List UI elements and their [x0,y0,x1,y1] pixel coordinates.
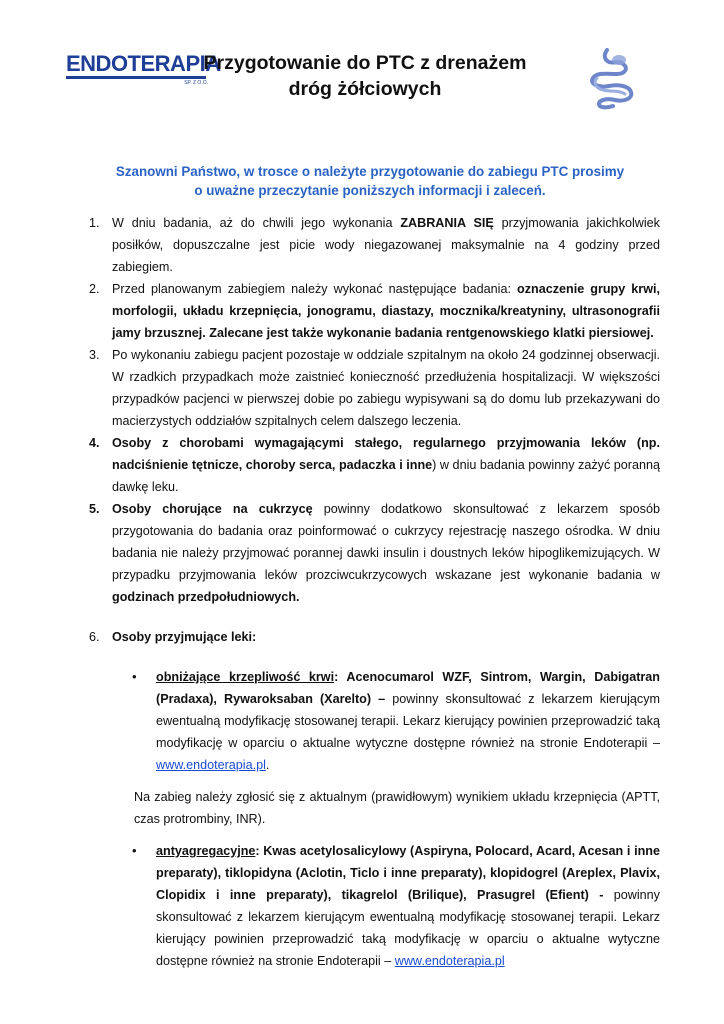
bullet-dot-icon: • [132,843,137,858]
bullet-drugs: : Kwas acetylosalicylowy (Aspiryna, Polocard, Acard, Acesan i inne preparaty), tiklopidyna (Aclotin, Ticlo i inne preparaty), klopidogrel (Areplex, Plavix, Clopidix i inne preparaty), tikagrelol (Brilique), Prasugrel (Efient) - [156,844,660,902]
intro-line-1: Szanowni Państwo, w trosce o należyte przygotowanie do zabiegu PTC prosimy [115,164,625,179]
title-line-2: dróg żółciowych [288,78,442,100]
instructions-list [80,212,660,972]
spacer [80,608,660,626]
list-item-5 [80,498,660,608]
page-title [200,50,530,102]
spacer [80,776,660,786]
logo-subtext: SP. Z O.O. [184,80,208,86]
list-item-3 [80,344,660,432]
bullet-dot-icon: • [132,669,137,684]
list-item-2 [80,278,660,344]
spacer [80,648,660,666]
item-bold-text: Osoby przyjmujące leki: [112,630,257,644]
digestive-tract-icon [585,48,640,110]
bullet-text: powinny skonsultować z lekarzem kierującym ewentualną modyfikację stosowanej terapii. Lekarz kierujący powinien przeprowadzić taką modyfikację w oparciu o aktualne wytyczne dostępne również na stronie Endoterapii – [156,692,660,750]
item-number: 2. [89,282,100,296]
list-item-1 [80,212,660,278]
item-number: 5. [89,502,100,516]
item-bold-text: oznaczenie grupy krwi, morfologii, układu krzepnięcia, jonogramu, diastazy, mocznika/kreatyniny, ultrasonografii jamy brzusznej. Zalecane jest także wykonanie badania rentgenowskiego klatki piersiowej. [112,282,660,340]
item-number: 3. [89,348,100,362]
item-bold-text-end: godzinach przedpołudniowych. [112,590,300,604]
list-item-4 [80,432,660,498]
endoterapia-link[interactable]: www.endoterapia.pl [156,758,266,772]
item-text: powinny dodatkowo skonsultować z lekarzem sposób przygotowania do badania oraz poinformować o cukrzycy rejestrację naszego ośrodka. W dniu badania nie należy przyjmować porannej dawki insulin i doustnych leków hipoglikemizujących. W przypadku przyjmowania leków prozciwcukrzycowych wskazane jest wykonanie badania w [112,502,660,582]
intro-text [90,162,650,200]
bullet-text-end: . [265,758,270,772]
item-bold-text: Osoby z chorobami wymagającymi stałego, regularnego przyjmowania leków (np. nadciśnienie tętnicze, choroby serca, padaczka i inne [112,436,660,472]
item-text-end: ) w dniu badania powinny zażyć poranną dawkę leku. [112,458,661,494]
item-text: Przed planowanym zabiegiem należy wykonać następujące badania: [112,282,518,296]
bullet-heading: antyagregacyjne [156,844,256,858]
title-line-1: Przygotowanie do PTC z drenażem [203,52,527,74]
spacer [80,830,660,840]
item-text: W dniu badania, aż do chwili jego wykonania [112,216,401,230]
logo-text: ENDOTERAPIA [66,51,221,76]
item-text: Po wykonaniu zabiegu pacjent pozostaje w oddziale szpitalnym na około 24 godzinnej obserwacji. W rzadkich przypadkach może zaistnieć konieczność przedłużenia hospitalizacji. W większości przypadków pacjenci w pierwszej dobie po zabiegu wypisywani są do domu lub przekazywani do macierzystych oddziałów szpitalnych celem dalszego leczenia. [112,348,660,428]
logo-underline [66,76,206,79]
item-text-end: przyjmowania jakichkolwiek posiłków, dopuszczalne jest picie wody niegazowanej maksymalnie na 4 godziny przed zabiegiem. [112,216,660,274]
bullet-antiplatelets [80,840,660,972]
endoterapia-link[interactable]: www.endoterapia.pl [394,954,505,968]
coagulation-note: Na zabieg należy zgłosić się z aktualnym (prawidłowym) wynikiem układu krzepnięcia (APTT, czas protrombiny, INR). [134,790,660,826]
header [0,0,724,120]
intro-line-2: o uważne przeczytanie poniższych informacji i zaleceń. [194,183,546,198]
item-bold-text: ZABRANIA SIĘ [400,216,494,230]
list-item-6 [80,626,660,648]
endoterapia-logo [66,51,221,86]
item-number: 6. [89,630,100,644]
item-number: 4. [89,436,100,450]
item-bold-text: Osoby chorujące na cukrzycę [112,502,313,516]
bullet-anticoagulants [80,666,660,776]
bullet-heading: obniżające krzepliwość krwi [156,670,335,684]
bullet-drugs: : Acenocumarol WZF, Sintrom, Wargin, Dabigatran (Pradaxa), Rywaroksaban (Xarelto) – [156,670,660,706]
bullet-text: powinny skonsultować z lekarzem kierującym ewentualną modyfikację stosowanej terapii. Lekarz kierujący powinien przeprowadzić taką modyfikację w oparciu o aktualne wytyczne dostępne również na stronie Endoterapii – [156,888,660,968]
item-number: 1. [89,216,100,230]
